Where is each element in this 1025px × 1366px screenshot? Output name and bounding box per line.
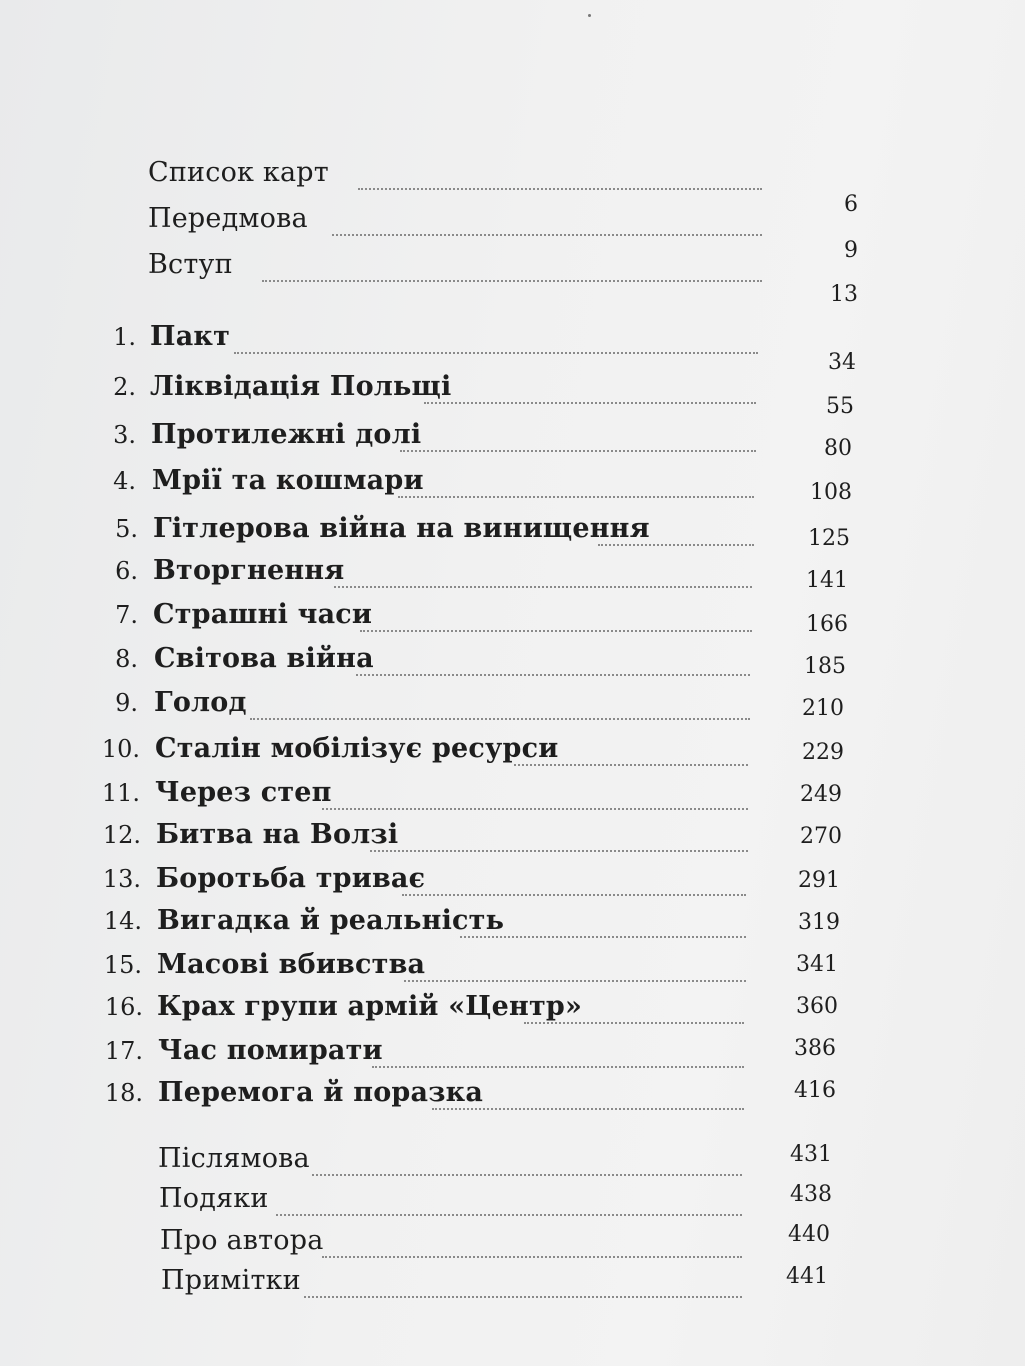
page-number: 55 xyxy=(826,394,854,419)
dot-leader xyxy=(276,1214,742,1216)
page-number: 319 xyxy=(798,910,840,935)
dot-leader xyxy=(514,764,748,766)
toc-entry[interactable] xyxy=(0,1036,1025,1080)
dot-leader xyxy=(304,1296,742,1298)
toc-entry[interactable] xyxy=(0,688,1025,732)
page-number: 185 xyxy=(804,654,846,679)
chapter-number: 1. xyxy=(113,323,136,351)
entry-title: Перемога й поразка xyxy=(158,1077,484,1108)
dot-leader xyxy=(402,894,746,896)
entry-title: Вигадка й реальність xyxy=(157,905,505,936)
chapter-number: 2. xyxy=(113,373,136,401)
paper-speck xyxy=(588,14,591,17)
dot-leader xyxy=(356,674,750,676)
dot-leader xyxy=(424,402,756,404)
toc-entry[interactable] xyxy=(0,1222,1025,1270)
entry-title: Протилежні долі xyxy=(151,419,422,450)
entry-title: Світова війна xyxy=(154,643,374,674)
entry-title: Через степ xyxy=(155,777,332,808)
toc-entry[interactable] xyxy=(0,249,1025,307)
dot-leader xyxy=(432,1108,744,1110)
page-number: 438 xyxy=(790,1182,832,1207)
page-number: 291 xyxy=(798,868,840,893)
dot-leader xyxy=(398,496,754,498)
dot-leader xyxy=(334,586,752,588)
chapter-number: 3. xyxy=(113,421,136,449)
toc-entry[interactable] xyxy=(0,321,1025,375)
chapter-number: 18. xyxy=(104,1079,143,1107)
chapter-number: 10. xyxy=(101,735,140,763)
chapter-number: 8. xyxy=(115,645,138,673)
entry-title: Подяки xyxy=(159,1183,269,1214)
dot-leader xyxy=(312,1174,742,1176)
page-number: 34 xyxy=(828,350,856,375)
chapter-number: 9. xyxy=(115,689,138,717)
toc-entry[interactable] xyxy=(0,203,1025,263)
page-number: 9 xyxy=(844,238,858,263)
entry-title: Пакт xyxy=(150,321,231,352)
entry-title: Вторгнення xyxy=(153,555,345,586)
dot-leader xyxy=(360,630,752,632)
chapter-number: 14. xyxy=(103,907,142,935)
dot-leader xyxy=(332,234,762,236)
entry-title: Передмова xyxy=(148,203,308,234)
toc-entry[interactable] xyxy=(0,600,1025,644)
toc-entry[interactable] xyxy=(0,556,1025,600)
dot-leader xyxy=(234,352,758,354)
toc-entry[interactable] xyxy=(0,514,1025,558)
page-number: 108 xyxy=(810,480,852,505)
toc-entry[interactable] xyxy=(0,950,1025,994)
page-number: 80 xyxy=(824,436,852,461)
entry-title: Боротьба триває xyxy=(156,863,426,894)
page-number: 229 xyxy=(802,740,844,765)
chapter-number: 5. xyxy=(115,515,138,543)
chapter-number: 17. xyxy=(104,1037,143,1065)
dot-leader xyxy=(404,980,746,982)
toc-entry[interactable] xyxy=(0,778,1025,822)
page-number: 416 xyxy=(794,1078,836,1103)
page-number: 141 xyxy=(806,568,848,593)
toc-entry[interactable] xyxy=(0,466,1025,510)
toc-entry[interactable] xyxy=(0,1184,1025,1228)
dot-leader xyxy=(524,1022,744,1024)
toc-entry[interactable] xyxy=(0,992,1025,1036)
dot-leader xyxy=(262,280,762,282)
entry-title: Мрії та кошмари xyxy=(152,465,424,496)
entry-title: Гітлерова війна на винищення xyxy=(153,513,650,544)
entry-title: Голод xyxy=(154,687,247,718)
chapter-number: 7. xyxy=(115,601,138,629)
entry-title: Крах групи армій «Центр» xyxy=(157,991,583,1022)
dot-leader xyxy=(370,850,748,852)
page-number: 360 xyxy=(796,994,838,1019)
dot-leader xyxy=(460,936,746,938)
toc-entry[interactable] xyxy=(0,644,1025,688)
chapter-number: 15. xyxy=(103,951,142,979)
entry-title: Примітки xyxy=(161,1265,301,1296)
chapter-number: 6. xyxy=(115,557,138,585)
chapter-number: 12. xyxy=(102,821,141,849)
page-number: 440 xyxy=(788,1222,830,1247)
dot-leader xyxy=(598,544,754,546)
toc-entry[interactable] xyxy=(0,734,1025,778)
page-number: 166 xyxy=(806,612,848,637)
entry-title: Список карт xyxy=(148,157,329,188)
page-number: 386 xyxy=(794,1036,836,1061)
dot-leader xyxy=(250,718,750,720)
dot-leader xyxy=(322,1256,742,1258)
toc-entry[interactable] xyxy=(0,371,1025,419)
entry-title: Ліквідація Польщі xyxy=(150,371,452,402)
dot-leader xyxy=(322,808,748,810)
dot-leader xyxy=(358,188,762,190)
toc-entry[interactable] xyxy=(0,157,1025,217)
toc-entry[interactable] xyxy=(0,906,1025,950)
toc-entry[interactable] xyxy=(0,420,1025,464)
entry-title: Вступ xyxy=(148,249,233,280)
entry-title: Страшні часи xyxy=(153,599,373,630)
page-number: 210 xyxy=(802,696,844,721)
chapter-number: 4. xyxy=(113,467,136,495)
toc-entry[interactable] xyxy=(0,1144,1025,1188)
chapter-number: 13. xyxy=(102,865,141,893)
dot-leader xyxy=(400,450,756,452)
entry-title: Сталін мобілізує ресурси xyxy=(155,733,559,764)
chapter-number: 16. xyxy=(104,993,143,1021)
entry-title: Післямова xyxy=(158,1143,310,1174)
entry-title: Битва на Волзі xyxy=(156,819,399,850)
entry-title: Масові вбивства xyxy=(157,949,426,980)
page-number: 125 xyxy=(808,526,850,551)
toc-entry[interactable] xyxy=(0,1266,1025,1310)
page-number: 431 xyxy=(790,1142,832,1167)
dot-leader xyxy=(372,1066,744,1068)
entry-title: Про автора xyxy=(160,1225,324,1256)
page-number: 441 xyxy=(786,1264,828,1289)
chapter-number: 11. xyxy=(101,779,140,807)
toc-entry[interactable] xyxy=(0,1078,1025,1122)
page-number: 270 xyxy=(800,824,842,849)
page-number: 13 xyxy=(830,282,858,307)
toc-entry[interactable] xyxy=(0,820,1025,864)
toc-entry[interactable] xyxy=(0,864,1025,908)
page-number: 341 xyxy=(796,952,838,977)
entry-title: Час помирати xyxy=(158,1035,383,1066)
page-number: 249 xyxy=(800,782,842,807)
page-number: 6 xyxy=(844,192,858,217)
